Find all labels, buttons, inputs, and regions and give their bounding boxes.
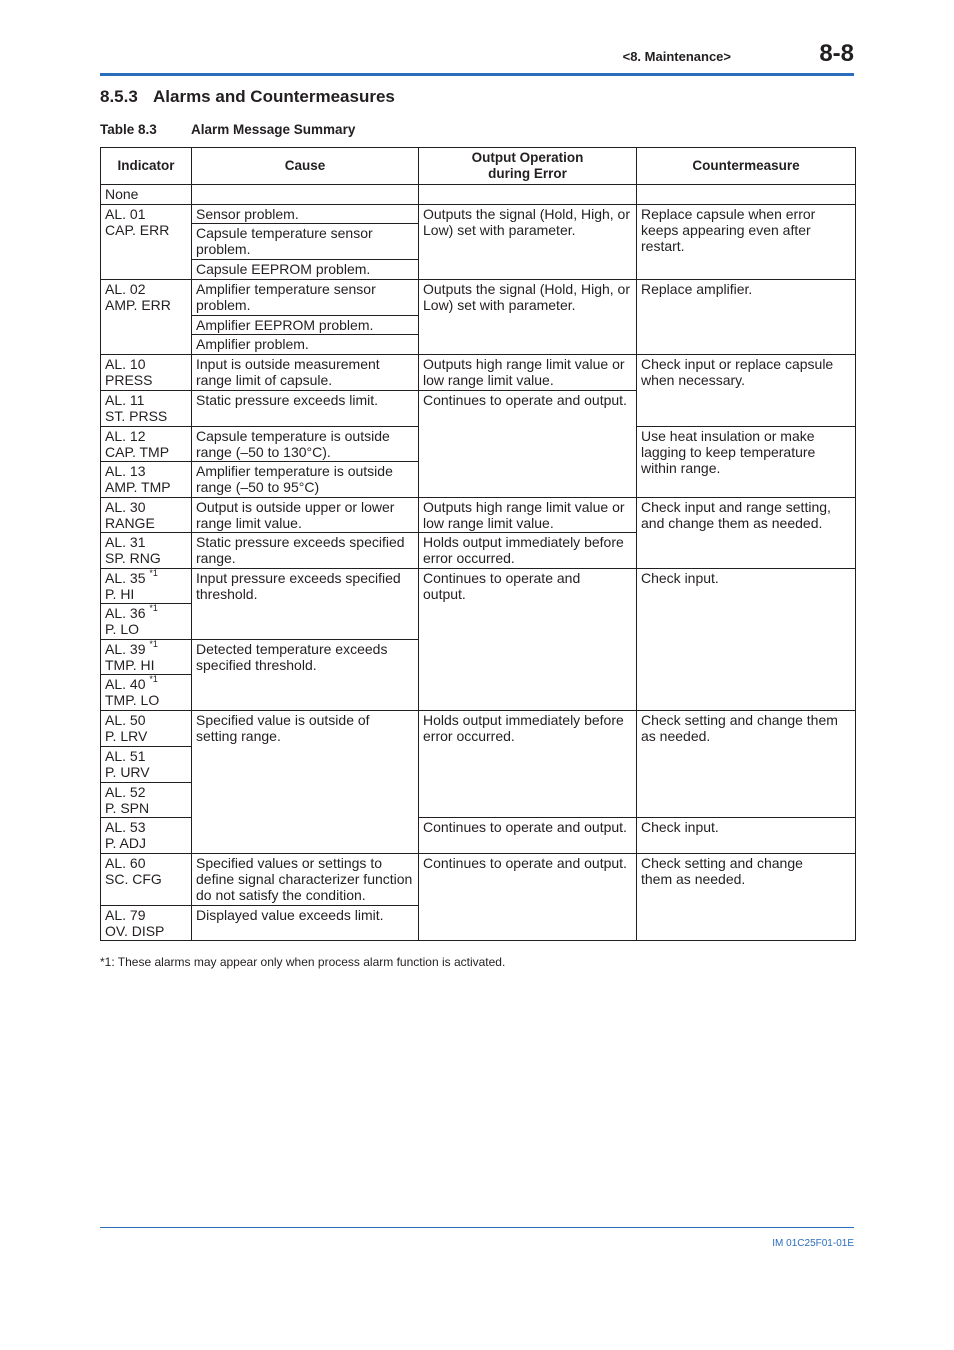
header-output [419,148,637,185]
indicator-name: TMP. LO [105,692,160,708]
indicator-name: ST. PRSS [105,408,168,424]
indicator-name: TMP. HI [105,657,155,673]
footnote-mark: *1 [149,568,158,579]
cause-cell: Amplifier temperature sensor problem. [192,280,419,316]
countermeasure-cell: Check input. [637,569,856,711]
cause-cell: Amplifier problem. [192,335,419,355]
header-cause: Cause [192,148,419,185]
indicator-code: AL. 02 [105,281,146,297]
countermeasure-cell: Replace amplifier. [637,280,856,355]
indicator-code: AL. 13 [105,463,146,479]
table-row [101,569,856,604]
indicator-name: SC. CFG [105,871,162,887]
indicator-name: RANGE [105,515,155,531]
table-row [101,355,856,391]
cause-cell: Specified value is outside of setting range. [192,711,419,854]
header-countermeasure: Countermeasure [637,148,856,185]
output-cell: Continues to operate and output. [419,391,637,498]
cause-cell: Input is outside measurement range limit of capsule. [192,355,419,391]
cause-cell: Amplifier EEPROM problem. [192,316,419,335]
indicator-name: P. ADJ [105,835,146,851]
table-row [101,280,856,316]
countermeasure-cell: Check setting and change them as needed. [637,854,856,941]
indicator-code: AL. 53 [105,819,146,835]
table-row [101,205,856,224]
indicator-code: AL. 10 [105,356,146,372]
indicator-cell [101,427,192,462]
cause-cell: Sensor problem. [192,205,419,224]
indicator-code: AL. 11 [105,392,145,408]
countermeasure-cell: Check input. [637,818,856,854]
table-row [101,711,856,747]
table-caption-title: Alarm Message Summary [191,122,356,137]
cause-cell: Amplifier temperature is outside range (–50 to 95°C) [192,462,419,498]
indicator-code: AL. 31 [105,534,146,550]
output-cell: Outputs high range limit value or low range limit value. [419,498,637,533]
indicator-code: AL. 40 [105,676,146,692]
table-row [101,498,856,533]
cause-cell: Capsule temperature sensor problem. [192,224,419,260]
indicator-cell [101,783,192,818]
indicator-name: OV. DISP [105,923,165,939]
indicator-cell [101,205,192,280]
indicator-name: CAP. TMP [105,444,170,460]
indicator-cell [101,906,192,941]
indicator-name: AMP. ERR [105,297,171,313]
section-title-text: Alarms and Countermeasures [153,87,395,106]
cause-cell: Output is outside upper or lower range limit value. [192,498,419,533]
indicator-name: P. LRV [105,728,148,744]
indicator-code-line [105,641,187,657]
output-cell: Outputs high range limit value or low range limit value. [419,355,637,391]
indicator-name: PRESS [105,372,153,388]
page-number: 8-8 [819,40,854,67]
table-header-row [101,148,856,185]
cause-cell: Static pressure exceeds limit. [192,391,419,427]
table-caption-number: Table 8.3 [100,122,157,137]
indicator-cell [101,854,192,906]
indicator-cell [101,640,192,675]
indicator-code: AL. 30 [105,499,146,515]
header-output-line2: during Error [488,166,567,181]
indicator-code-line [105,605,187,621]
indicator-cell [101,280,192,355]
indicator-code-line [105,570,187,586]
indicator-cell [101,711,192,747]
alarm-message-table [100,147,856,941]
footer-rule [100,1227,854,1228]
section-number: 8.5.3 [100,87,138,106]
indicator-cell [101,818,192,854]
countermeasure-cell: Check input and range setting, and change them as needed. [637,498,856,569]
cause-cell: Input pressure exceeds specified threshold. [192,569,419,640]
countermeasure-cell: Replace capsule when error keeps appearing even after restart. [637,205,856,280]
countermeasure-cell: Check setting and change them as needed. [637,711,856,818]
footnote-mark: *1 [149,603,158,614]
indicator-code: AL. 60 [105,855,146,871]
indicator-code: AL. 50 [105,712,146,728]
output-cell: Outputs the signal (Hold, High, or Low) set with parameter. [419,280,637,355]
indicator-cell [101,747,192,783]
indicator-cell [101,604,192,640]
output-cell: Outputs the signal (Hold, High, or Low) set with parameter. [419,205,637,280]
indicator-code: AL. 52 [105,784,146,800]
header-indicator: Indicator [101,148,192,185]
indicator-name: P. LO [105,621,139,637]
countermeasure-cell: Use heat insulation or make lagging to keep temperature within range. [637,427,856,498]
indicator-code: AL. 39 [105,641,146,657]
indicator-code: AL. 01 [105,206,146,222]
indicator-code: AL. 51 [105,748,146,764]
output-cell: Continues to operate and output. [419,854,637,941]
section-title [100,87,395,107]
document-id: IM 01C25F01-01E [772,1238,854,1249]
chapter-label: <8. Maintenance> [622,49,731,64]
indicator-code: AL. 36 [105,605,146,621]
indicator-code: AL. 12 [105,428,146,444]
indicator-code-line [105,676,187,692]
indicator-cell [101,675,192,711]
countermeasure-cell [637,185,856,205]
indicator-name: AMP. TMP [105,479,171,495]
cause-cell: Capsule EEPROM problem. [192,260,419,280]
cause-cell: Static pressure exceeds specified range. [192,533,419,569]
header-output-line1: Output Operation [471,150,584,165]
indicator-cell [101,355,192,391]
footnote-mark: *1 [149,674,158,685]
indicator-code: None [105,186,139,202]
indicator-cell [101,569,192,604]
table-footnote: *1: These alarms may appear only when process alarm function is activated. [100,955,506,969]
output-cell: Holds output immediately before error occurred. [419,711,637,818]
indicator-cell [101,462,192,498]
header-rule [100,73,854,76]
output-cell [419,185,637,205]
table-row [101,185,856,205]
indicator-cell [101,533,192,569]
cause-cell: Displayed value exceeds limit. [192,906,419,941]
countermeasure-cell: Check input or replace capsule when necessary. [637,355,856,427]
indicator-name: P. SPN [105,800,150,816]
table-caption [100,122,355,137]
indicator-name: P. URV [105,764,150,780]
output-cell: Continues to operate and output. [419,569,637,711]
indicator-code: AL. 35 [105,570,146,586]
cause-cell: Detected temperature exceeds specified threshold. [192,640,419,711]
indicator-name: CAP. ERR [105,222,170,238]
output-cell: Holds output immediately before error occurred. [419,533,637,569]
footnote-mark: *1 [149,639,158,650]
output-cell: Continues to operate and output. [419,818,637,854]
indicator-cell [101,391,192,427]
indicator-cell [101,498,192,533]
cause-cell [192,185,419,205]
indicator-name: P. HI [105,586,135,602]
cause-cell: Capsule temperature is outside range (–50 to 130°C). [192,427,419,462]
indicator-name: SP. RNG [105,550,161,566]
table-row [101,854,856,906]
indicator-cell [101,185,192,205]
indicator-code: AL. 79 [105,907,146,923]
cause-cell: Specified values or settings to define signal characterizer function do not satisfy the condition. [192,854,419,906]
